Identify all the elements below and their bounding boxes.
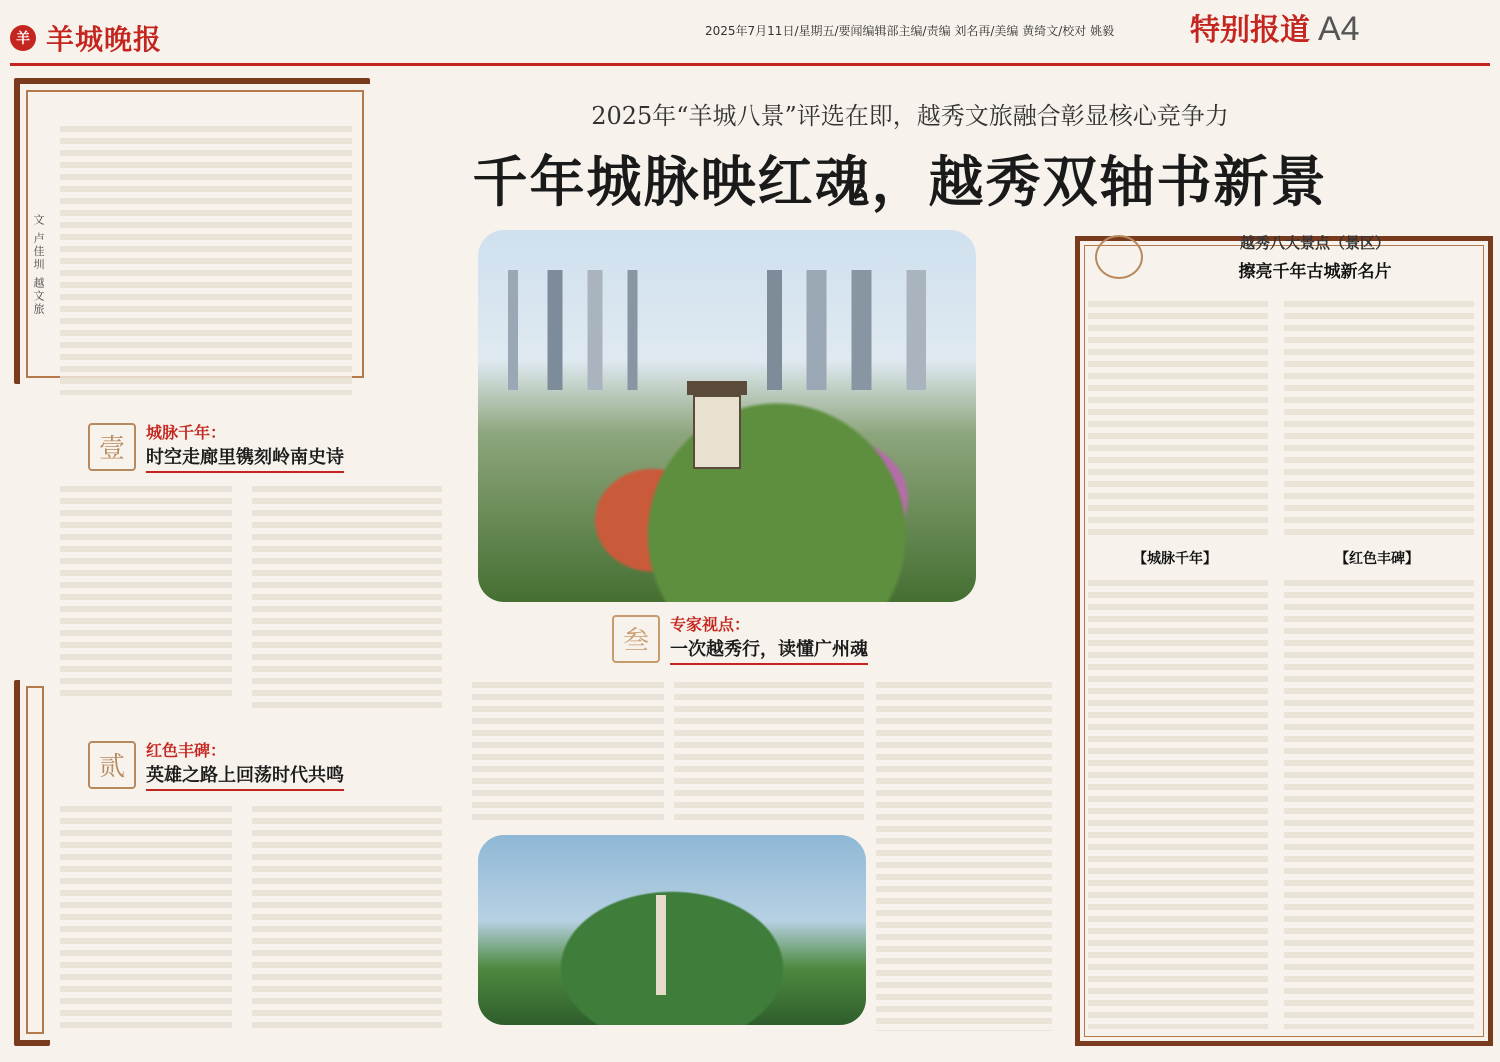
newspaper-logo-icon: 羊 [10, 25, 36, 51]
section-1-text-right [252, 480, 442, 710]
section-2-number: 贰 [88, 741, 136, 789]
right-box-sub-2: 【红色丰碑】 [1335, 551, 1419, 567]
main-headline: 千年城脉映红魂，越秀双轴书新景 [472, 150, 1328, 214]
masthead-rule [10, 63, 1490, 66]
section-3-kicker: 专家视点： [670, 615, 751, 634]
intro-text-block [60, 120, 352, 395]
section-1-number: 壹 [88, 423, 136, 471]
paper-name: 羊城晚报 [46, 23, 163, 56]
right-box-title [1150, 232, 1480, 282]
section-2-text-right [252, 800, 442, 1030]
deck: 2025年“羊城八景”评选在即，越秀文旅融合彰显核心竞争力 [591, 102, 1229, 130]
right-box-text-col-4 [1284, 574, 1474, 1029]
frame-left [14, 680, 50, 1046]
cloud-ornament-icon [1095, 235, 1143, 279]
dateline: 2025年7月11日/星期五/要闻编辑部主编/责编 刘名再/美编 黄绮文/校对 姚毅 [705, 24, 1115, 38]
right-box-text-col-2 [1284, 295, 1474, 540]
section-2-header [88, 738, 344, 791]
section-banner [1190, 12, 1360, 46]
section-2-title: 英雄之路上回荡时代共鸣 [146, 765, 344, 786]
right-box-title-2: 擦亮千年古城新名片 [1238, 262, 1392, 282]
right-box-sub-1: 【城脉千年】 [1133, 551, 1217, 567]
section-1-title: 时空走廊里镌刻岭南史诗 [146, 447, 344, 468]
section-3-header [612, 612, 868, 665]
city-skyline [478, 270, 976, 390]
section-1-underline [146, 471, 344, 473]
right-box-text-col-1 [1088, 295, 1268, 540]
page-number: A4 [1318, 10, 1360, 48]
right-box-title-1: 越秀八大景点（景区） [1239, 234, 1390, 252]
section-2-underline [146, 789, 344, 791]
section-3-text-col-1 [472, 676, 664, 826]
yuexiu-park-photo [478, 230, 976, 602]
zhenhai-tower [693, 395, 741, 469]
right-box-text-col-3 [1088, 574, 1268, 1029]
masthead [10, 14, 162, 62]
section-3-title: 一次越秀行，读懂广州魂 [670, 639, 868, 660]
section-1-kicker: 城脉千年： [146, 423, 227, 442]
monument-obelisk [656, 895, 666, 995]
section-1-text-left [60, 480, 232, 700]
section-3-number: 叁 [612, 615, 660, 663]
section-2-kicker: 红色丰碑： [146, 741, 227, 760]
section-3-text-col-2 [674, 676, 864, 826]
byline: 文 卢佳圳 越文旅 [32, 214, 45, 316]
section-3-text-col-3 [876, 676, 1052, 1031]
section-3-underline [670, 663, 868, 665]
section-name: 特别报道 [1190, 13, 1310, 48]
martyrs-cemetery-photo [478, 835, 866, 1025]
section-2-text-left [60, 800, 232, 1030]
section-1-header [88, 420, 344, 473]
